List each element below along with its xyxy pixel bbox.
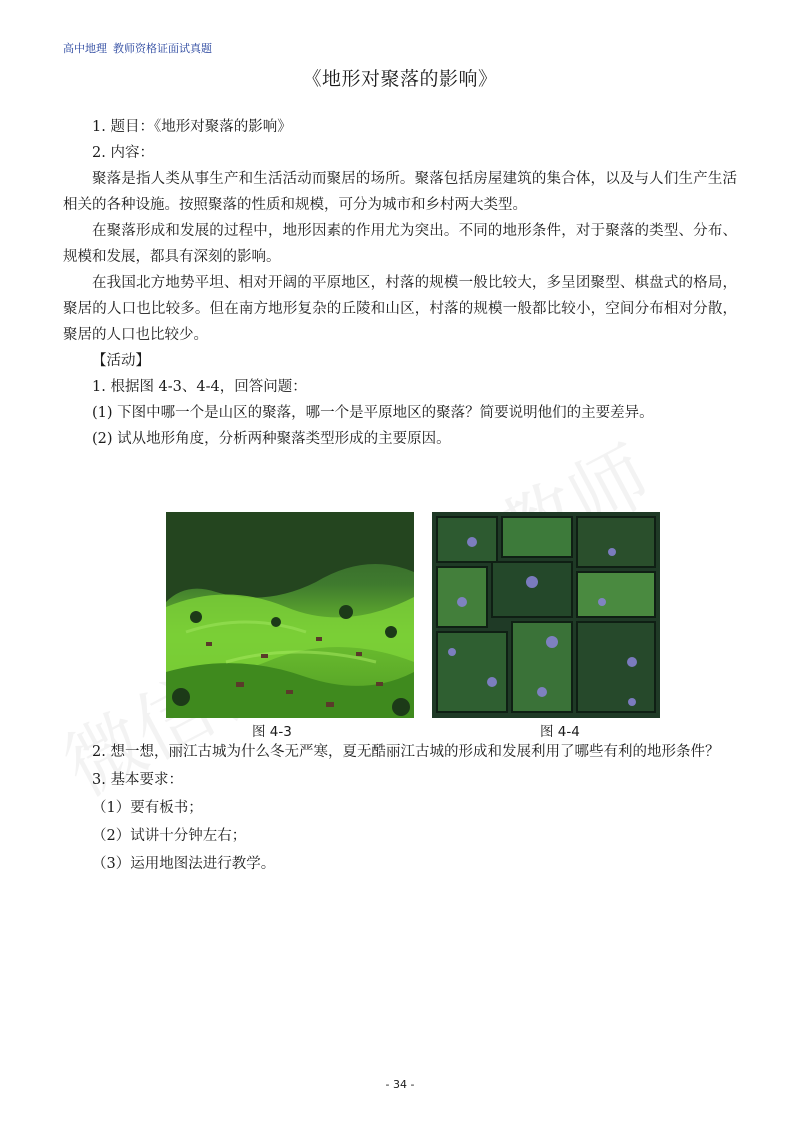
figure-4-3-caption: 图 4-3 [252, 724, 292, 740]
requirement-2: （2）试讲十分钟左右； [92, 828, 247, 844]
figure-4-3-mountain-village-photo [166, 512, 414, 718]
page-title: 《地形对聚落的影响》 [302, 68, 498, 90]
question-2: 2. 想一想，丽江古城为什么冬无严寒，夏无酷丽江古城的形成和发展利用了哪些有利的地形条件？ [92, 744, 720, 760]
question-1-part-2: (2) 试从地形角度，分析两种聚落类型形成的主要原因。 [92, 431, 451, 447]
paragraph-1: 聚落是指人类从事生产和生活活动而聚居的场所。聚落包括房屋建筑的集合体，以及与人们生产生活相关的各种设施。按照聚落的性质和规模，可分为城市和乡村两大类型。 [63, 171, 737, 213]
topic-line: 1. 题目：《地形对聚落的影响》 [92, 119, 292, 135]
document-body-lower [63, 738, 737, 878]
paragraph-2: 在聚落形成和发展的过程中，地形因素的作用尤为突出。不同的地形条件，对于聚落的类型、分布、规模和发展，都具有深刻的影响。 [63, 223, 737, 265]
document-body [63, 114, 737, 452]
activity-label: 【活动】 [92, 353, 150, 369]
figure-4-4-plain-village-photo [432, 512, 660, 718]
page-number: - 34 - [385, 1078, 415, 1091]
requirements-label: 3. 基本要求： [92, 772, 183, 788]
content-label: 2. 内容： [92, 145, 154, 161]
header-doc-type: 教师资格证面试真题 [113, 42, 212, 55]
page-header [63, 40, 218, 56]
figure-pair [166, 512, 660, 744]
figure-4-4-caption: 图 4-4 [540, 724, 580, 740]
header-subject: 高中地理 [63, 42, 107, 55]
question-1-part-1: (1) 下图中哪一个是山区的聚落，哪一个是平原地区的聚落？简要说明他们的主要差异。 [92, 405, 654, 421]
requirement-1: （1）要有板书； [92, 800, 203, 816]
question-1: 1. 根据图 4-3、4-4，回答问题： [92, 379, 307, 395]
requirement-3: （3）运用地图法进行教学。 [92, 856, 276, 872]
paragraph-3: 在我国北方地势平坦、相对开阔的平原地区，村落的规模一般比较大，多呈团聚型、棋盘式的格局，聚居的人口也比较多。但在南方地形复杂的丘陵和山区，村落的规模一般都比较小，空间分布相对分散，聚居的人口也比较少。 [63, 275, 737, 343]
